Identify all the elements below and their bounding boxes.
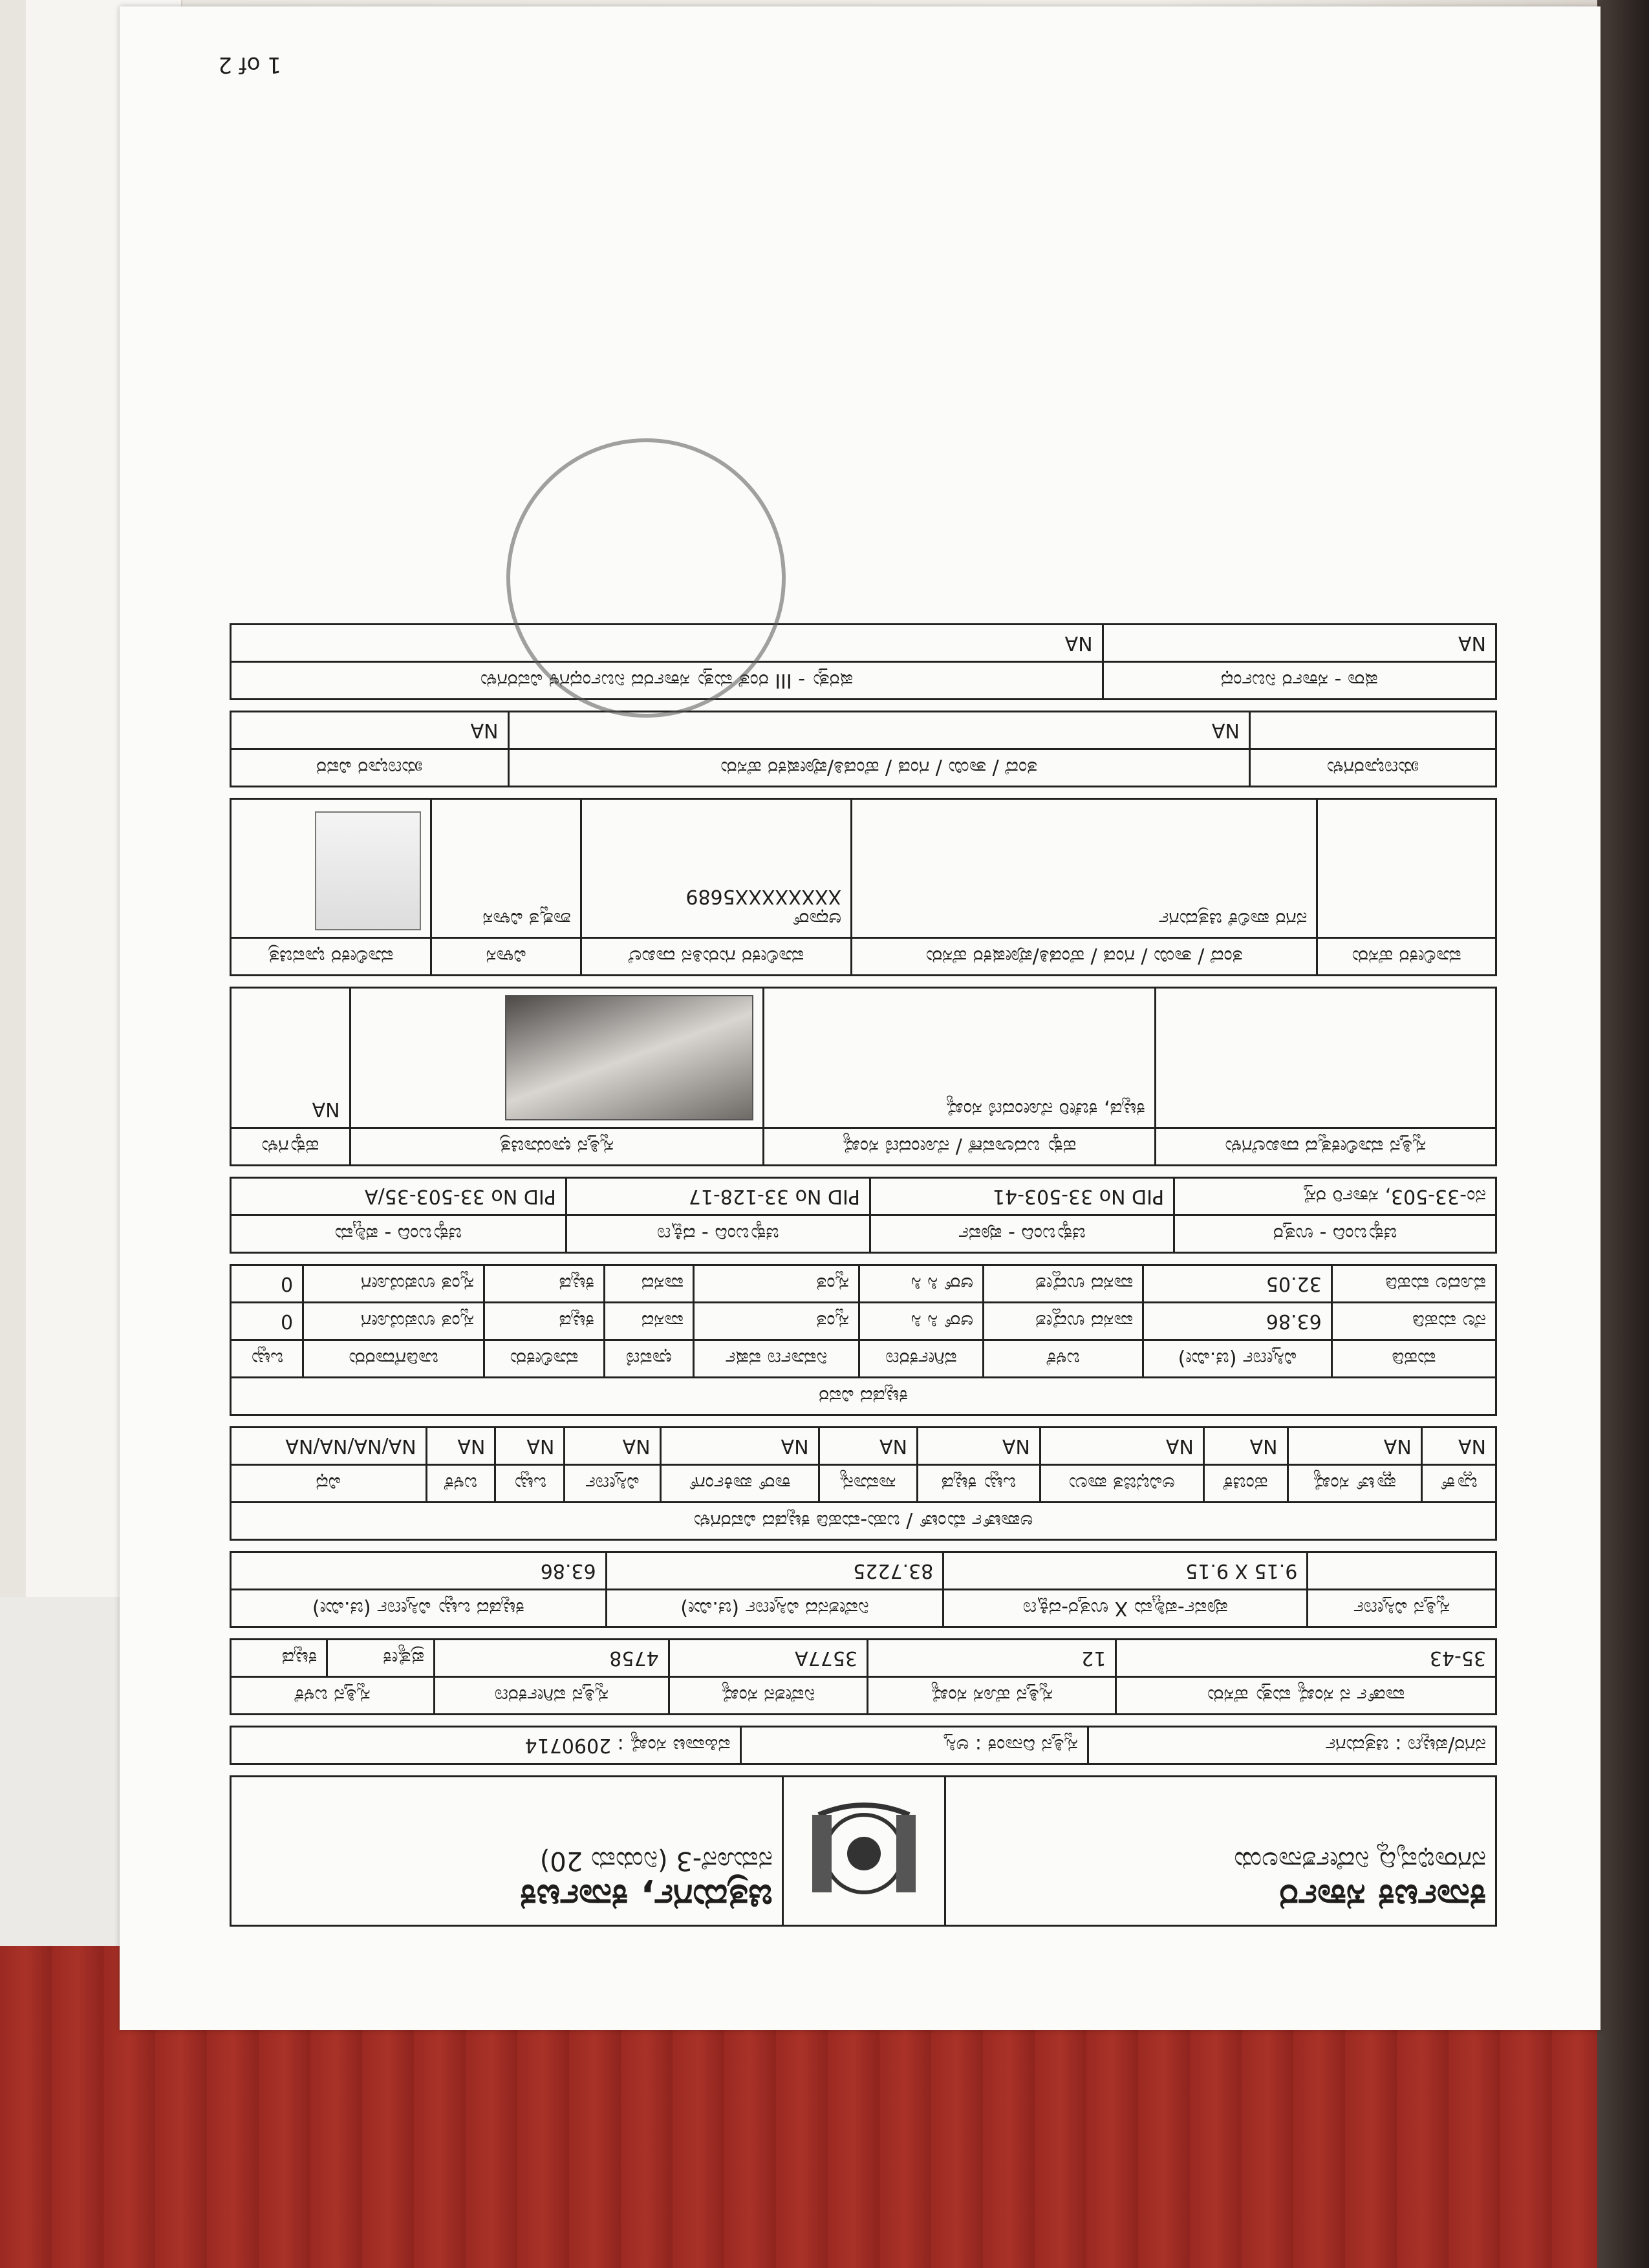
liab-empty <box>1249 712 1496 749</box>
liab-header: ಋಣಭಾರ ವಿವರ <box>231 749 509 787</box>
apt-value: NA <box>1421 1428 1496 1465</box>
apt-header: ಬ್ಲಾಕ್ <box>1421 1465 1496 1503</box>
site-area-value: 83.7225 <box>606 1552 943 1590</box>
docs-header: ಸ್ವತ್ತಿನ ಮಾಲೀಕತ್ವದ ದಾಖಲೆಗಳು <box>1155 1128 1496 1166</box>
bld-cell: ಕಟ್ಟಡ <box>484 1265 605 1303</box>
docs-table <box>230 987 1497 1166</box>
bld-cell: 32.05 <box>1143 1265 1332 1303</box>
apt-value: NA/NA/NA/NA <box>231 1428 427 1465</box>
apt-header: ಹಂಚಿಕೆ <box>1203 1465 1288 1503</box>
apt-header: ವಿಧ <box>231 1465 427 1503</box>
bld-cell: ವಾಸದ <box>604 1265 693 1303</box>
apt-value: NA <box>819 1428 917 1465</box>
apt-value: NA <box>565 1428 660 1465</box>
docs-header: ಹಕ್ಕುಗಳು <box>231 1128 350 1166</box>
ward-label: ನಗರ/ಪಟ್ಟಣ : ಚಿತ್ರದುರ್ಗ <box>1088 1727 1496 1764</box>
remarks-header: ಷರಾ - ಸರ್ಕಾರ ನಿರ್ಬಂಧ <box>1103 662 1496 700</box>
pid-header-5: ಸ್ವತ್ತಿನ ಬಳಕೆ <box>231 1677 435 1715</box>
dims-header: ಸ್ವತ್ತಿನ ವಿಸ್ತೀರ್ಣ <box>1308 1590 1496 1627</box>
bld-header: ಮಾಲೀಕರು <box>484 1340 605 1378</box>
apt-header: ಕಾರ್ ಪಾರ್ಕಿಂಗ್ <box>660 1465 819 1503</box>
bld-header: ಛಾವಣಿ <box>604 1340 693 1378</box>
header-table <box>230 1775 1497 1927</box>
owner-photo-cell <box>231 799 431 938</box>
apt-header: ವಿಸ್ತೀರ್ಣ <box>565 1465 660 1503</box>
pid-header-2: ಸ್ವತ್ತಿನ ಹೊಸ ಸಂಖ್ಯೆ <box>867 1677 1116 1715</box>
property-ids-table <box>230 1638 1497 1715</box>
docs-empty <box>1155 988 1496 1128</box>
bld-cell: ಸ್ವಂತ ಉಪಯೋಗ <box>303 1265 484 1303</box>
apartment-table <box>230 1426 1497 1541</box>
pid-header-3: ನಿವೇಶನ ಸಂಖ್ಯೆ <box>669 1677 867 1715</box>
boundary-west: PID No 33-503-35/A <box>231 1178 566 1215</box>
bld-header: ಒಟ್ಟು <box>231 1340 303 1378</box>
docs-rights-value: NA <box>231 988 350 1128</box>
boundary-north: ನಂ-33-503, ಸರ್ಕಾರಿ ರಸ್ತೆ <box>1174 1178 1496 1215</box>
building-title: ಕಟ್ಟಡದ ವಿವರ <box>231 1378 1496 1415</box>
city-title: ಚಿತ್ರದುರ್ಗ, ಕರ್ನಾಟಕ <box>520 1876 773 1918</box>
docs-header: ಹಕ್ಕು ಬದಲಾವಣೆ / ನೋಂದಣಿ ಸಂಖ್ಯೆ <box>764 1128 1155 1166</box>
apt-header: ಸಾಮಾನ್ಯ <box>819 1465 917 1503</box>
pid-value: 12 <box>867 1640 1116 1677</box>
bld-cell: ಕಟ್ಟಡ <box>484 1303 605 1340</box>
building-row <box>231 1303 1496 1340</box>
owner-address-type: ಶಾಶ್ವತ ವಿಳಾಸ <box>431 799 581 938</box>
owner-header: ಮಾಲೀಕರ ಭಾವಚಿತ್ರ <box>231 938 431 976</box>
document-sheet <box>120 6 1600 2030</box>
dept-title: ನಗರಾಭಿವೃದ್ಧಿ ನಿರ್ದೇಶನಾಲಯ <box>1234 1846 1486 1876</box>
apt-value: NA <box>495 1428 565 1465</box>
bld-cell: ವಾಸದ ಉದ್ದೇಶ <box>984 1265 1143 1303</box>
bld-cell: ಸ್ವಂತ <box>694 1265 859 1303</box>
bld-cell: ಆರ್ ಸಿ ಸಿ <box>859 1303 983 1340</box>
bld-cell: 0 <box>231 1265 303 1303</box>
pid-header-4: ಸ್ವತ್ತಿನ ವರ್ಗೀಕರಣ <box>435 1677 669 1715</box>
owner-table <box>230 798 1497 976</box>
dims-header: ನಿವೇಶನದ ವಿಸ್ತೀರ್ಣ (ಚ.ಮೀ) <box>606 1590 943 1627</box>
owner-name <box>1317 799 1496 938</box>
site-dims-table <box>230 1551 1497 1628</box>
boundaries-table <box>230 1177 1497 1254</box>
liab-value: NA <box>231 712 509 749</box>
dims-empty <box>1308 1552 1496 1590</box>
bld-header: ವಿಸ್ತೀರ್ಣ (ಚ.ಮೀ) <box>1143 1340 1332 1378</box>
bld-cell: ವಾಸದ ಉದ್ದೇಶ <box>984 1303 1143 1340</box>
boundary-east: PID No 33-503-41 <box>870 1178 1174 1215</box>
apt-value: NA <box>660 1428 819 1465</box>
pid-header-1: ವಾರ್ಡ್ ನ ಸಂಖ್ಯೆ ಮತ್ತು ಹೆಸರು <box>1116 1677 1496 1715</box>
apt-value: NA <box>426 1428 495 1465</box>
building-row <box>231 1265 1496 1303</box>
apt-header: ಒಟ್ಟು ಕಟ್ಟಡ <box>917 1465 1040 1503</box>
apt-value: NA <box>917 1428 1040 1465</box>
emblem-icon <box>799 1789 929 1918</box>
remarks-value: NA <box>231 625 1103 662</box>
remarks-header: ಷರತ್ತು - III ರಂತೆ ಮತ್ತು ಸರ್ಕಾರದ ನಿರ್ಬಂಧಗಳ ವಿವರಗಳು <box>231 662 1103 700</box>
book-label: ವಹಿವಾಟ ಸಂಖ್ಯೆ : 2090714 <box>231 1727 741 1764</box>
liab-header: ತಂದೆ / ತಾಯಿ / ಗಂಡ / ಹೆಂಡತಿ/ಪೋಷಕರ ಹೆಸರು <box>508 749 1249 787</box>
boundary-south: PID No 33-128-17 <box>566 1178 870 1215</box>
pid-value: ಕಟ್ಟಡ <box>231 1640 327 1677</box>
bld-cell: ಸ್ವಂತ ಉಪಯೋಗ <box>303 1303 484 1340</box>
edge-shadow <box>1597 0 1649 2268</box>
office-seal-stamp <box>506 438 786 718</box>
form-title: ನಮೂನೆ-3 (ನಿಯಮ 20) <box>539 1846 773 1876</box>
pid-value: ಪ್ರತ್ಯೇಕ <box>327 1640 435 1677</box>
pid-value: 35-43 <box>1116 1640 1496 1677</box>
bld-header: ವರ್ಗೀಕರಣ <box>859 1340 983 1378</box>
apt-value: NA <box>1203 1428 1288 1465</box>
owner-id-number: XXXXXXXX5689 <box>685 885 842 908</box>
liab-value: NA <box>508 712 1249 749</box>
state-emblem <box>782 1777 945 1926</box>
site-dims-value: 9.15 X 9.15 <box>943 1552 1308 1590</box>
remarks-value: NA <box>1103 625 1496 662</box>
bld-cell: ವಾಸದ <box>604 1303 693 1340</box>
apt-value: NA <box>1288 1428 1421 1465</box>
dims-header: ಪೂರ್ವ-ಪಶ್ಚಿಮ X ಉತ್ತರ-ದಕ್ಷಿಣ <box>943 1590 1308 1627</box>
boundary-header: ಚಕ್ಕುಬಂದಿ - ಪೂರ್ವ <box>870 1215 1174 1253</box>
owner-header: ಮಾಲೀಕರ ಹೆಸರು <box>1317 938 1496 976</box>
pid-value: 3577A <box>669 1640 867 1677</box>
owner-id <box>581 799 851 938</box>
bld-cell: ಆರ್ ಸಿ ಸಿ <box>859 1265 983 1303</box>
bld-header: ಮಹಡಿ <box>1331 1340 1496 1378</box>
page-number: 1 of 2 <box>218 52 281 78</box>
file-info-table <box>230 1726 1497 1765</box>
apt-header: ಅವಿಭಜಿತ ಪಾಲು <box>1040 1465 1203 1503</box>
property-photo <box>505 995 753 1120</box>
bld-cell: ಸ್ವಂತ <box>694 1303 859 1340</box>
boundary-header: ಚಕ್ಕುಬಂದಿ - ದಕ್ಷಿಣ <box>566 1215 870 1253</box>
apt-header: ಒಟ್ಟು <box>495 1465 565 1503</box>
bld-cell: ಮೊದಲ ಮಹಡಿ <box>1331 1265 1496 1303</box>
apt-value: NA <box>1040 1428 1203 1465</box>
apartment-title: ಅಪಾರ್ಟ್ ಮೆಂಟ್ / ಬಹು-ಮಹಡಿ ಕಟ್ಟಡದ ವಿವರಗಳು <box>231 1503 1496 1540</box>
boundary-header: ಚಕ್ಕುಬಂದಿ - ಉತ್ತರ <box>1174 1215 1496 1253</box>
property-photo-cell <box>350 988 764 1128</box>
owner-note: ನಗರ ಪಾಲಿಕೆ ಚಿತ್ರದುರ್ಗ <box>852 799 1317 938</box>
pid-value: 4758 <box>435 1640 669 1677</box>
boundary-header: ಚಕ್ಕುಬಂದಿ - ಪಶ್ಚಿಮ <box>231 1215 566 1253</box>
bld-header: ಬಳಕೆ <box>984 1340 1143 1378</box>
date-label: ಸ್ವತ್ತಿನ ದಿನಾಂಕ : ಅಸ್ತಿ <box>740 1727 1088 1764</box>
building-table <box>230 1264 1497 1416</box>
dims-header: ಕಟ್ಟಡದ ಒಟ್ಟು ವಿಸ್ತೀರ್ಣ (ಚ.ಮೀ) <box>231 1590 607 1627</box>
docs-value: ಕಟ್ಟಡ, ಕಚೇರಿ ನೋಂದಣಿ ಸಂಖ್ಯೆ <box>764 988 1155 1128</box>
docs-header: ಸ್ವತ್ತಿನ ಛಾಯಾಚಿತ್ರ <box>350 1128 764 1166</box>
bld-cell: 63.86 <box>1143 1303 1332 1340</box>
owner-photo <box>315 811 421 930</box>
org-title: ಕರ್ನಾಟಕ ಸರ್ಕಾರ <box>1279 1876 1486 1918</box>
bld-cell: ನೆಲ ಮಹಡಿ <box>1331 1303 1496 1340</box>
bld-header: ನಿರ್ಮಾಣ ವರ್ಷ <box>694 1340 859 1378</box>
owner-id-type: ಆಧಾರ್ <box>792 908 842 930</box>
building-area-value: 63.86 <box>231 1552 607 1590</box>
apt-header: ಫ್ಲಾಟ್ ಸಂಖ್ಯೆ <box>1288 1465 1421 1503</box>
bld-header: ಬಾಡಿಗೆದಾರರು <box>303 1340 484 1378</box>
bld-cell: 0 <box>231 1303 303 1340</box>
owner-header: ಮಾಲೀಕರ ಗುರುತಿನ ದಾಖಲೆ <box>581 938 851 976</box>
owner-header: ತಂದೆ / ತಾಯಿ / ಗಂಡ / ಹೆಂಡತಿ/ಪೋಷಕರ ಹೆಸರು <box>852 938 1317 976</box>
document-body <box>230 623 1497 1927</box>
owner-header: ವಿಳಾಸ <box>431 938 581 976</box>
liab-header: ಋಣಭಾರಗಳು <box>1249 749 1496 787</box>
liabilities-table <box>230 711 1497 787</box>
remarks-table <box>230 623 1497 700</box>
apt-header: ಬಳಕೆ <box>426 1465 495 1503</box>
